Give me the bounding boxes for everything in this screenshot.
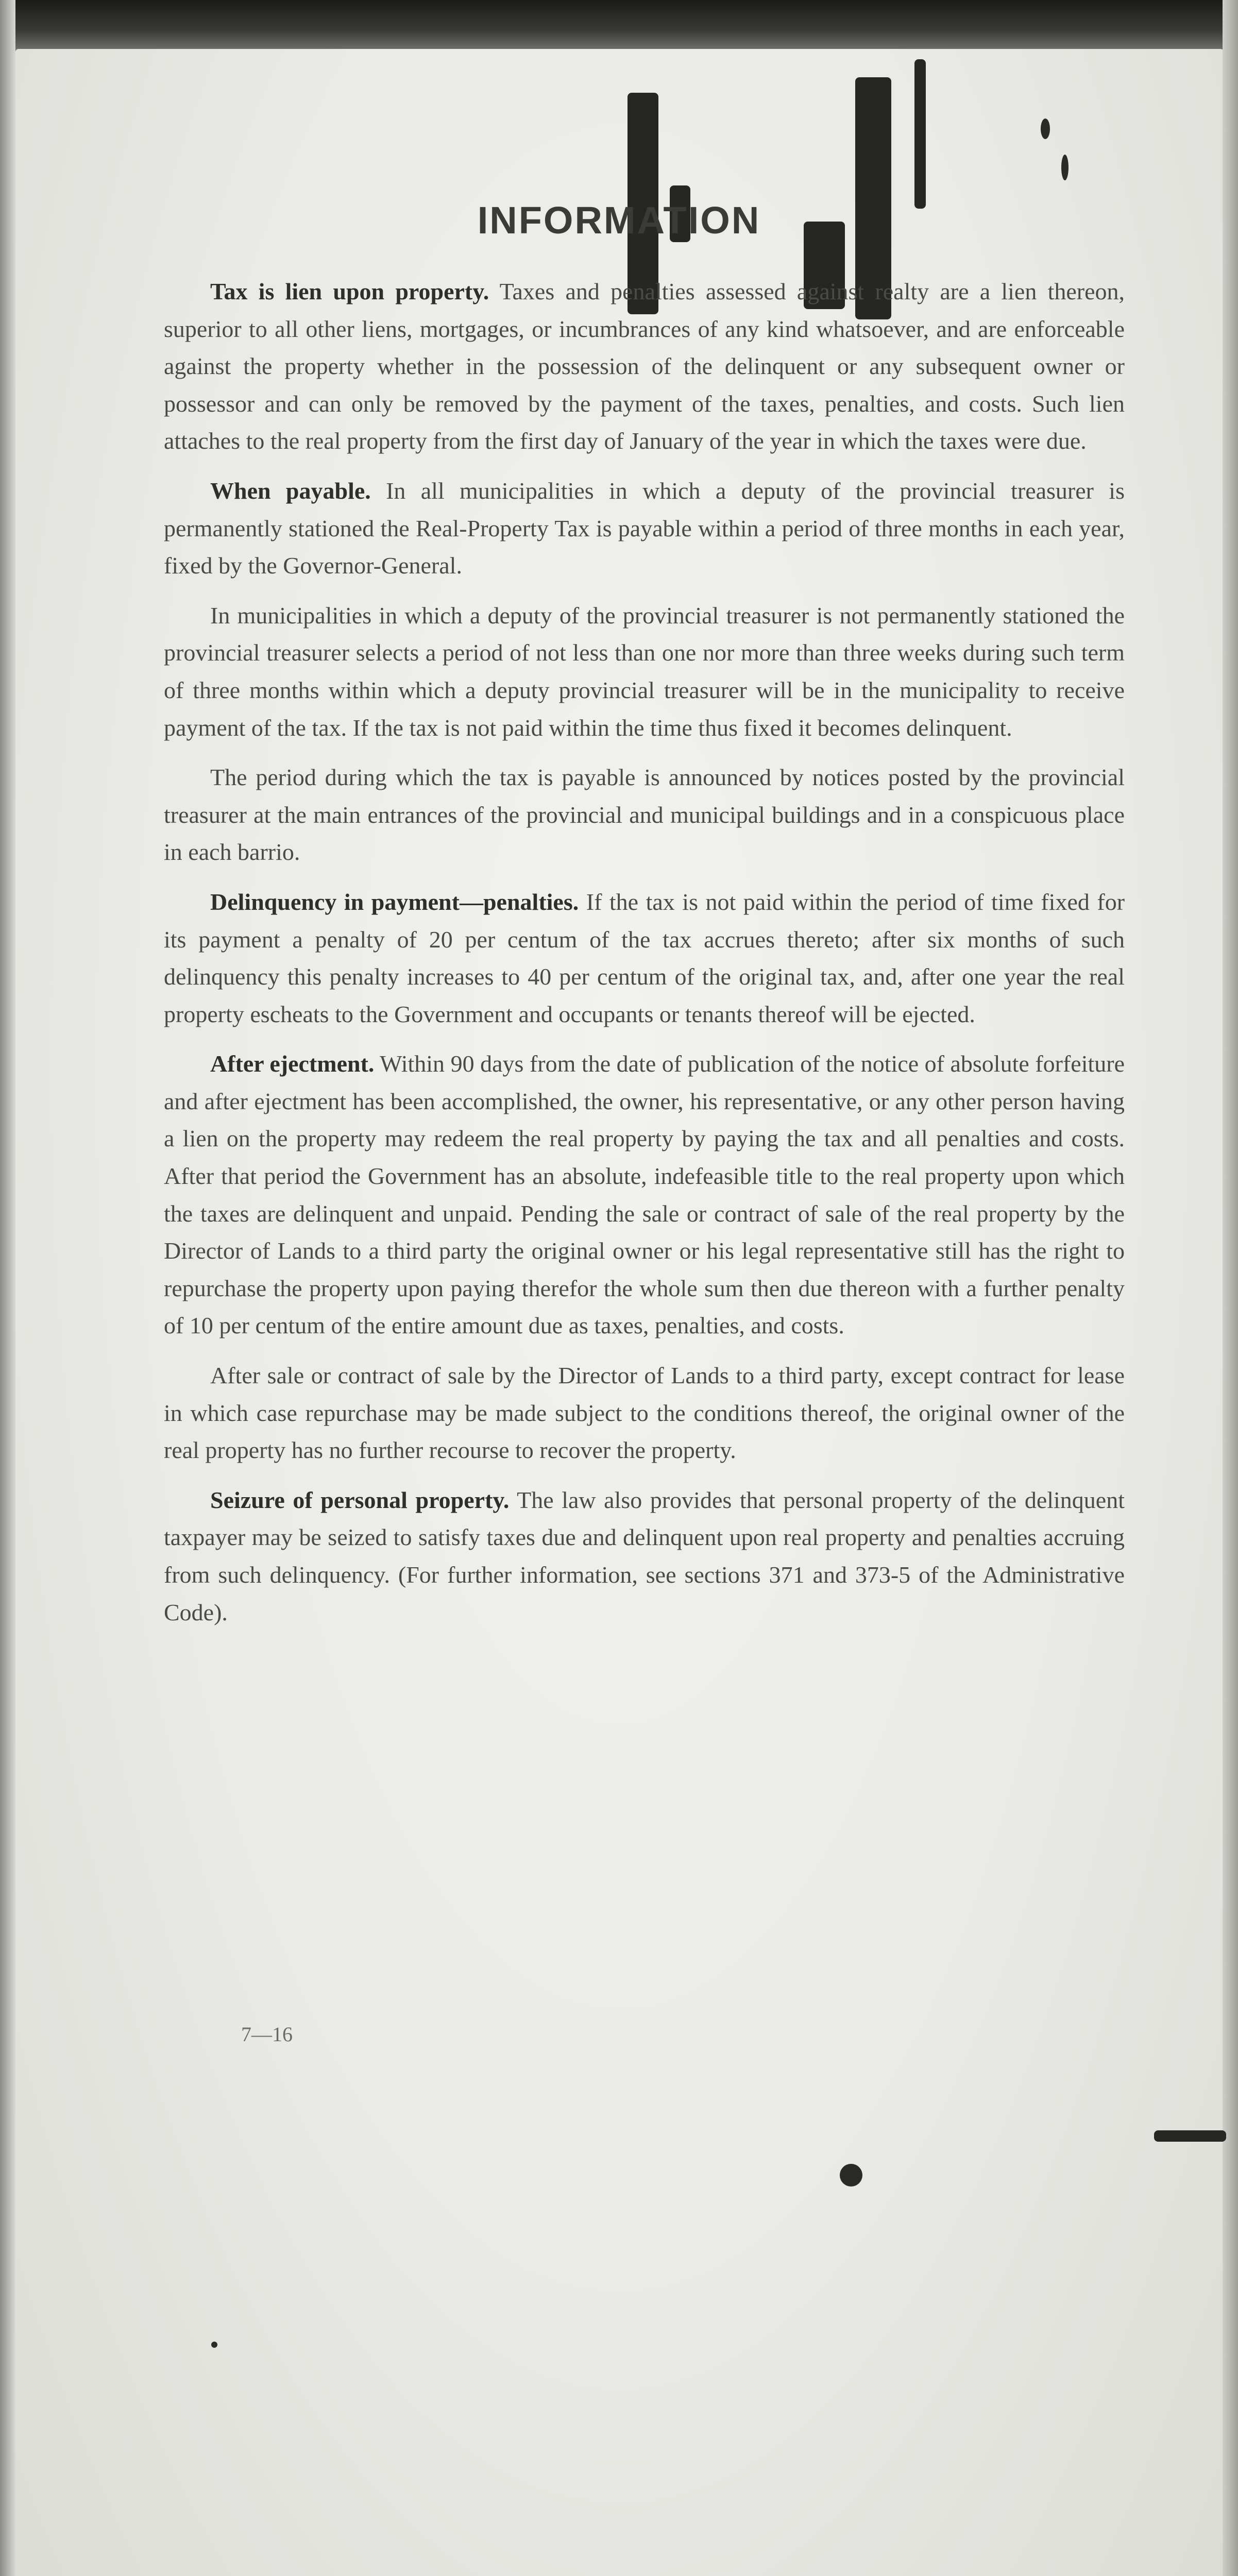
paragraph-text: In all municipalities in which a deputy of the provincial treasurer is permanently stationed the Real-Property Tax is payable within a period of three months in each year, fixed by the Governor-General. (164, 477, 1125, 579)
paragraph-lead: After ejectment. (210, 1050, 375, 1077)
paragraph-text: The law also provides that personal property of the delinquent taxpayer may be seized to satisfy taxes due and delinquent upon real property and penalties accruing from such delinquency. (For further information, see sections 371 and 373-5 of the Administrative Code). (164, 1486, 1125, 1625)
paragraph-tax-lien (164, 273, 1125, 460)
page-title: INFORMATION (477, 199, 761, 242)
ink-dot (1041, 118, 1050, 139)
paragraph-text: Within 90 days from the date of publication of the notice of absolute forfeiture and after ejectment has been accomplished, the owner, his representative, or any other person having a lien on the property may redeem the real property by paying the tax and all penalties and costs. After that period the Government has an absolute, indefeasible title to the real property upon which the taxes are delinquent and unpaid. Pending the sale or contract of sale of the real property by the Director of Lands to a third party the original owner or his legal representative still has the right to repurchase the property upon paying therefor the whole sum then due thereon with a further penalty of 10 per centum of the entire amount due as taxes, penalties, and costs. (164, 1050, 1125, 1339)
paragraph-text: After sale or contract of sale by the Director of Lands to a third party, except contract for lease in which case repurchase may be made subject to the conditions thereof, the original owner of the real property has no further recourse to recover the property. (164, 1362, 1125, 1464)
print-code: 7—16 (241, 2023, 293, 2046)
paragraph-text: If the tax is not paid within the period of time fixed for its payment a penalty of 20 per centum of the tax accrues thereto; after six months of such delinquency this penalty increases to 40 per centum of the original tax, and, after one year the real property escheats to the Government and occupants or tenants thereof will be ejected. (164, 888, 1125, 1027)
page-edge-right (1223, 0, 1238, 2576)
paragraph-after-ejectment (164, 1045, 1125, 1345)
ink-dot (211, 2342, 217, 2348)
paragraph-seizure (164, 1482, 1125, 1631)
paragraph-municipalities (164, 597, 1125, 747)
ink-dot (1061, 155, 1069, 180)
paragraph-lead: Seizure of personal property. (210, 1486, 510, 1513)
ink-dot (840, 2164, 862, 2187)
paragraph-when-payable (164, 472, 1125, 585)
paragraph-period-notice (164, 759, 1125, 871)
body-text (164, 273, 1125, 1643)
stamp-mark (914, 59, 926, 209)
paragraph-delinquency (164, 884, 1125, 1033)
paragraph-after-sale (164, 1357, 1125, 1469)
paragraph-text: The period during which the tax is payable is announced by notices posted by the provincial treasurer at the main entrances of the provincial and municipal buildings and in a conspicuous place in each barrio. (164, 764, 1125, 866)
paragraph-text: In municipalities in which a deputy of the provincial treasurer is not permanently stationed the provincial treasurer selects a period of not less than one nor more than three weeks during such term of three months within which a deputy provincial treasurer will be in the municipality to receive payment of the tax. If the tax is not paid within the time thus fixed it becomes delinquent. (164, 602, 1125, 741)
paragraph-lead: Delinquency in payment—penalties. (210, 888, 579, 915)
page-edge-left (0, 0, 15, 2576)
paragraph-lead: Tax is lien upon property. (210, 278, 489, 304)
paragraph-text: Taxes and penalties assessed against realty are a lien thereon, superior to all other liens, mortgages, or incumbrances of any kind whatsoever, and are enforceable against the property whether in the possession of the delinquent or any subsequent owner or possessor and can only be removed by the payment of the taxes, penalties, and costs. Such lien attaches to the real property from the first day of January of the year in which the taxes were due. (164, 278, 1125, 454)
paragraph-lead: When payable. (210, 477, 371, 504)
stamp-mark (1154, 2130, 1226, 2142)
